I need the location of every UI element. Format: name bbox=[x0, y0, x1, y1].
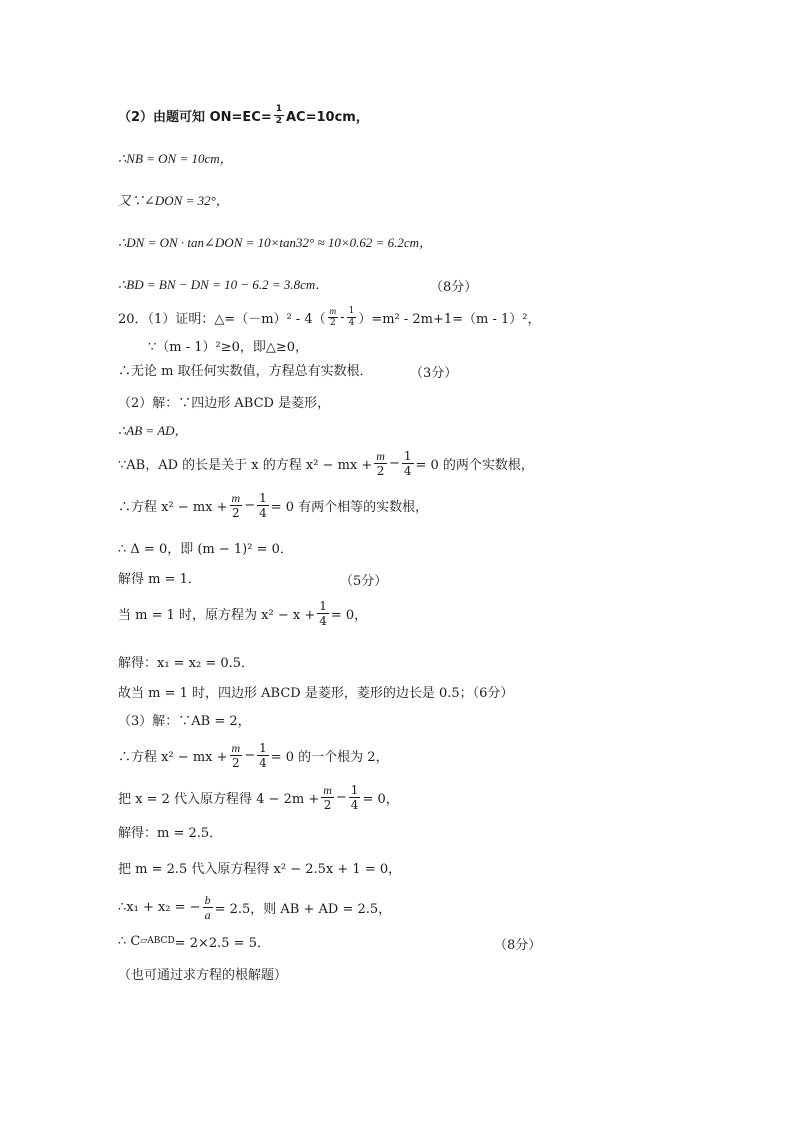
fraction-1-over-4: $\frac{1}{4}$ bbox=[350, 782, 359, 812]
fraction-m-over-2: $\frac{m}{2}$ bbox=[323, 782, 332, 812]
fraction-m-over-2: $\frac{m}{2}$ bbox=[376, 448, 385, 478]
line-square-nonneg: ∵（m - 1）²≥0，即△≥0， bbox=[148, 339, 309, 355]
line-m-equals-2-5: 解得：m = 2.5． bbox=[118, 825, 223, 841]
line-vieta-sum: ∴x₁ + x₂ = − $\frac{b}{a}$ = 2.5，则 AB + AD = 2.5， bbox=[118, 892, 392, 922]
line-m-equals-1: 解得 m = 1． bbox=[118, 571, 201, 587]
fraction-b-over-a: $\frac{b}{a}$ bbox=[204, 892, 211, 922]
score-label: （5分） bbox=[340, 574, 388, 589]
fraction-m-over-2: $\frac{m}{2}$ bbox=[231, 740, 241, 770]
line-text: （2）由题可知 ON=EC= bbox=[118, 109, 272, 125]
line-on-ec bbox=[118, 100, 369, 130]
line-dn-tan: ∴DN = ON · tan∠DON = 10×tan32° ≈ 10×0.62 = 6.2cm， bbox=[118, 234, 433, 250]
line-bd: ∴BD = BN − DN = 10 − 6.2 = 3.8cm． bbox=[118, 276, 329, 292]
score-label: （3分） bbox=[410, 366, 458, 381]
line-ab-ad-roots: ∵AB，AD 的长是关于 x 的方程 x² − mx + $\frac{m}{2}$ − $\frac{1}{4}$ = 0 的两个实数根， bbox=[118, 448, 534, 478]
line-side-length: 故当 m = 1 时，四边形 ABCD 是菱形，菱形的边长是 0.5；（6分） bbox=[118, 685, 514, 701]
line-substitute-x2: 把 x = 2 代入原方程得 4 − 2m + $\frac{m}{2}$ − $\frac{1}{4}$ = 0， bbox=[118, 782, 399, 812]
line-q20-discriminant: 20．（1）证明：△=（－m）² - 4（ $\frac{m}{2}$ - $\frac{1}{4}$ ）=m² - 2m+1=（m - 1）²， bbox=[118, 305, 541, 328]
fraction-m-over-2: $\frac{m}{2}$ bbox=[231, 490, 241, 520]
line-text: AC=10cm， bbox=[285, 109, 369, 125]
line-alternative-method: （也可通过求方程的根解题） bbox=[118, 967, 288, 983]
line-angle-don: 又∵∠DON = 32°， bbox=[118, 192, 229, 208]
score-label: （8分） bbox=[494, 938, 542, 953]
fraction-one-half: $\frac{1}{2}$ bbox=[275, 103, 282, 126]
line-ab-equals-2: （3）解：∵AB = 2， bbox=[118, 713, 251, 729]
line-equal-roots: ∴方程 x² − mx + $\frac{m}{2}$ − $\frac{1}{4}$ = 0 有两个相等的实数根， bbox=[118, 490, 429, 520]
line-perimeter: ∴ C ▱ABCD = 2×2.5 = 5． bbox=[118, 933, 270, 951]
perimeter-subscript: ▱ABCD bbox=[140, 936, 175, 946]
line-nb-on: ∴NB = ON = 10cm， bbox=[118, 150, 233, 166]
line-rhombus: （2）解：∵四边形 ABCD 是菱形， bbox=[118, 395, 331, 411]
fraction-1-over-4: $\frac{1}{4}$ bbox=[403, 448, 412, 478]
fraction-m-over-2: $\frac{m}{2}$ bbox=[329, 305, 337, 328]
score-label: （8分） bbox=[430, 280, 478, 295]
line-root-is-2: ∴方程 x² − mx + $\frac{m}{2}$ − $\frac{1}{4}$ = 0 的一个根为 2， bbox=[118, 740, 389, 770]
fraction-1-over-4: $\frac{1}{4}$ bbox=[259, 740, 267, 770]
line-delta-zero: ∴ Δ = 0，即 (m − 1)² = 0． bbox=[118, 541, 293, 557]
line-ab-ad: ∴AB = AD， bbox=[118, 422, 188, 438]
fraction-1-over-4: $\frac{1}{4}$ bbox=[259, 490, 267, 520]
line-original-equation: 当 m = 1 时，原方程为 x² − x + $\frac{1}{4}$ = 0， bbox=[118, 598, 368, 628]
line-always-real-roots: ∴无论 m 取任何实数值，方程总有实数根． bbox=[118, 363, 373, 379]
line-x1-x2: 解得：x₁ = x₂ = 0.5． bbox=[118, 655, 255, 671]
fraction-1-over-4: $\frac{1}{4}$ bbox=[319, 598, 327, 628]
line-substitute-m: 把 m = 2.5 代入原方程得 x² − 2.5x + 1 = 0， bbox=[118, 861, 402, 877]
fraction-1-over-4: $\frac{1}{4}$ bbox=[348, 305, 355, 328]
